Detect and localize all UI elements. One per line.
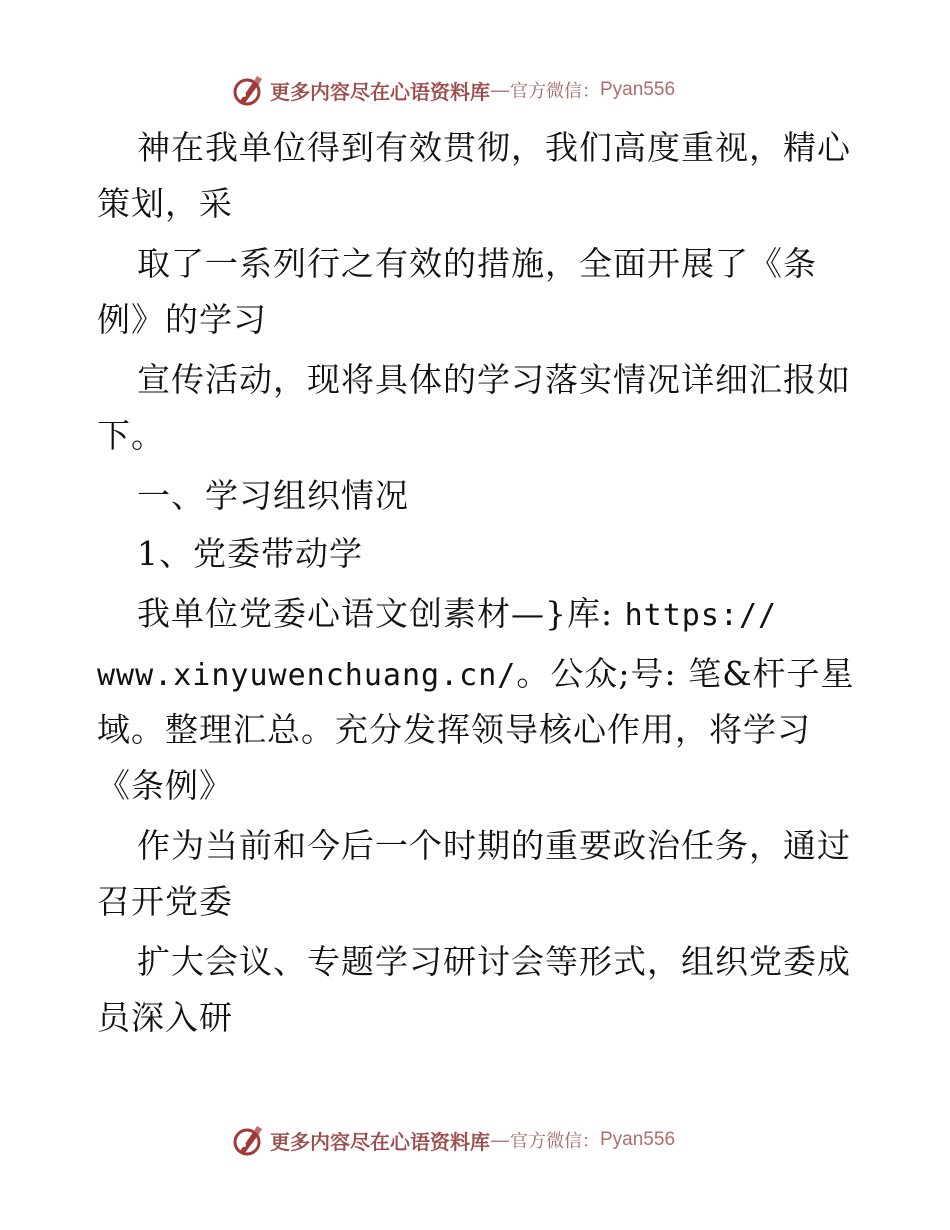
text-line: 员深入研 — [97, 998, 233, 1037]
text-line: 取了一系列行之有效的措施，全面开展了《条 — [137, 244, 817, 283]
pen-logo-icon — [232, 73, 266, 107]
section-heading: 一、学习组织情况 — [137, 476, 409, 515]
text-line: 策划，采 — [97, 184, 233, 223]
text-line: 下。 — [97, 416, 165, 455]
banner-separator: — — [490, 78, 510, 102]
banner-main-text: 更多内容尽在心语资料库 — [270, 1129, 490, 1154]
text-segment: 我单位党委心语文创素材—}库: — [137, 594, 625, 633]
text-line: 例》的学习 — [97, 300, 267, 339]
banner-main-text: 更多内容尽在心语资料库 — [270, 79, 490, 104]
text-line: 召开党委 — [97, 882, 233, 921]
text-line: 作为当前和今后一个时期的重要政治任务，通过 — [137, 826, 851, 865]
text-segment: 。公众;号: 笔&杆子星 — [516, 654, 855, 693]
banner-separator: — — [490, 1128, 510, 1152]
banner-wechat-id: Pyan556 — [600, 79, 676, 100]
pen-logo-icon — [232, 1123, 266, 1157]
subsection-heading: 1、党委带动学 — [137, 534, 363, 573]
text-line: 《条例》 — [97, 766, 233, 805]
text-line: 域。整理汇总。充分发挥领导核心作用，将学习 — [97, 710, 811, 749]
url-text: https:// — [624, 598, 778, 633]
text-line: 神在我单位得到有效贯彻，我们高度重视，精心 — [137, 128, 851, 167]
text-line — [97, 646, 854, 702]
header-watermark-banner — [232, 72, 675, 108]
text-line: 扩大会议、专题学习研讨会等形式，组织党委成 — [137, 942, 851, 981]
banner-wechat-label: 官方微信： — [510, 1131, 600, 1152]
text-line: 宣传活动，现将具体的学习落实情况详细汇报如 — [137, 360, 851, 399]
banner-wechat-label: 官方微信： — [510, 81, 600, 102]
footer-watermark-banner — [232, 1122, 675, 1158]
banner-wechat-id: Pyan556 — [600, 1129, 676, 1150]
text-line — [137, 586, 777, 642]
url-text: www.xinyuwenchuang.cn/ — [97, 658, 517, 693]
